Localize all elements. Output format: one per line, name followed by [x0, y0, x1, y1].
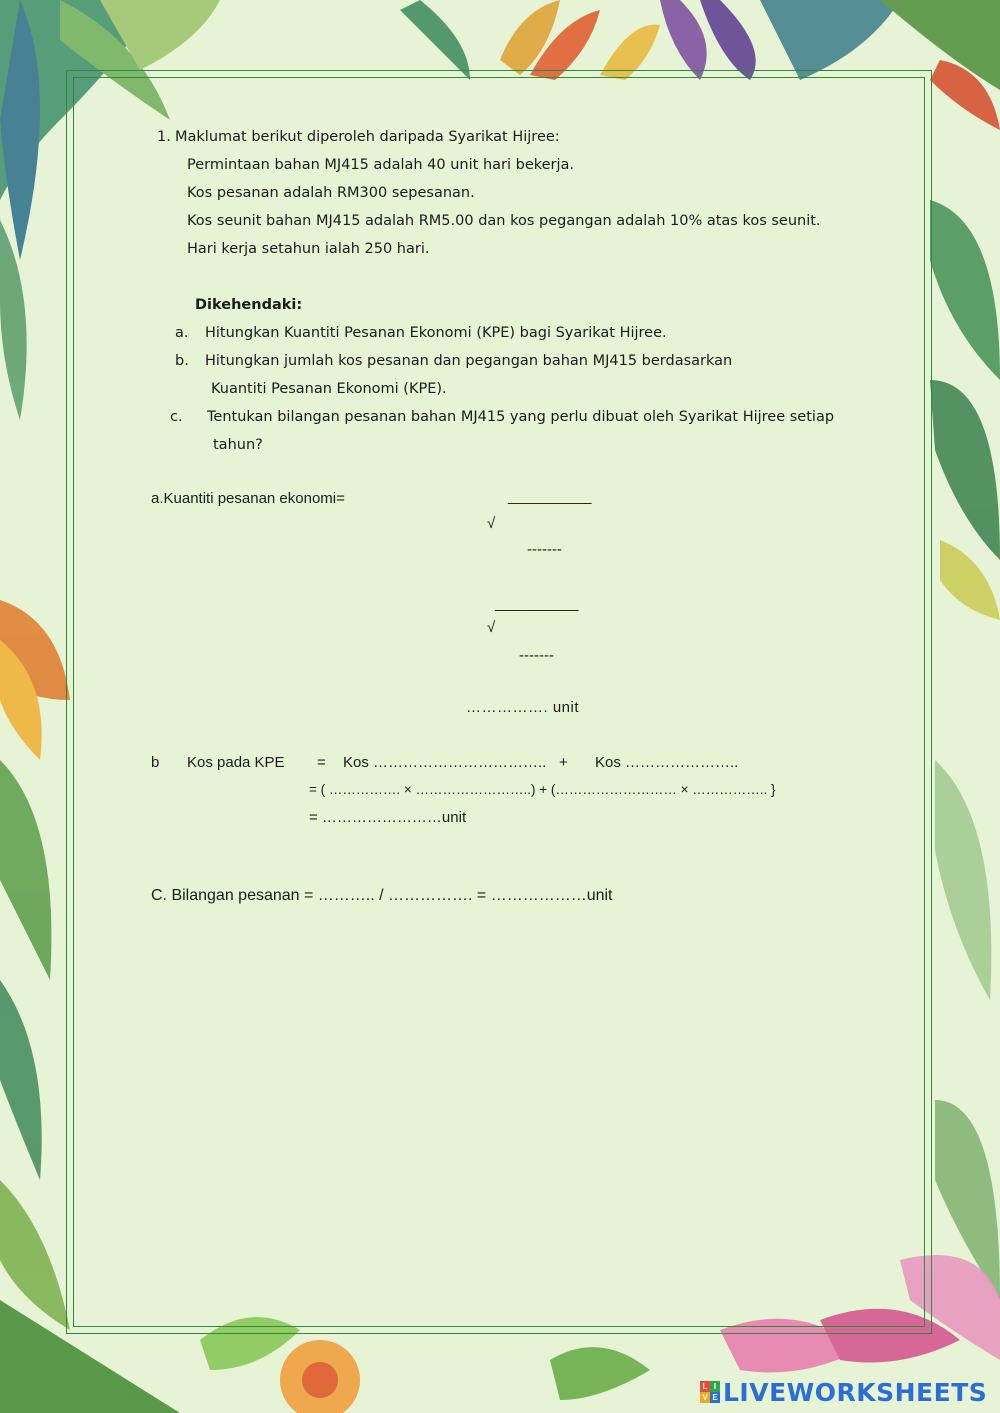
logo-letter: I	[710, 1381, 720, 1392]
answer-c-line[interactable]: C. Bilangan pesanan = ……….. / ……………. = ………………unit	[151, 887, 613, 904]
answer-b-kos-pegangan[interactable]: Kos …………………..	[595, 754, 739, 771]
logo-text: LIVEWORKSHEETS	[723, 1377, 988, 1407]
task-text: Hitungkan Kuantiti Pesanan Ekonomi (KPE) bagi Syarikat Hijree.	[205, 325, 667, 341]
fraction-line: -------	[519, 647, 554, 664]
fact-line: Permintaan bahan MJ415 adalah 40 unit hari bekerja.	[187, 157, 575, 173]
answer-b-kos-pesanan[interactable]: Kos ……………………………..	[343, 754, 547, 771]
task-text: Hitungkan jumlah kos pesanan dan pegangan bahan MJ415 berdasarkan	[205, 353, 733, 369]
logo-letter: V	[700, 1392, 710, 1403]
answer-b-plus: +	[559, 754, 568, 771]
root-bar: __________	[508, 488, 592, 505]
task-text: Kuantiti Pesanan Ekonomi (KPE).	[211, 381, 447, 397]
fact-line: Kos seunit bahan MJ415 adalah RM5.00 dan kos pegangan adalah 10% atas kos seunit.	[187, 213, 821, 229]
logo-letter: E	[710, 1392, 720, 1403]
task-letter: c.	[170, 409, 183, 425]
answer-a-label: a.Kuantiti pesanan ekonomi=	[151, 490, 345, 507]
root-sign: √	[487, 515, 496, 532]
task-text: Tentukan bilangan pesanan bahan MJ415 yang perlu dibuat oleh Syarikat Hijree setiap	[207, 409, 835, 425]
required-heading: Dikehendaki:	[195, 297, 303, 313]
answer-a-result[interactable]: ……………. unit	[466, 699, 580, 716]
answer-b-letter: b	[151, 754, 160, 771]
task-text: tahun?	[213, 437, 263, 453]
answer-b-label: Kos pada KPE	[187, 754, 285, 771]
fact-line: Hari kerja setahun ialah 250 hari.	[187, 241, 430, 257]
task-letter: a.	[175, 325, 189, 341]
fraction-line: -------	[527, 541, 562, 558]
fact-line: Kos pesanan adalah RM300 sepesanan.	[187, 185, 475, 201]
answer-b-equals: =	[317, 754, 326, 771]
liveworksheets-logo	[700, 1377, 987, 1407]
root-bar: __________	[495, 595, 579, 612]
answer-b-result[interactable]: = ……………………unit	[309, 809, 467, 826]
answer-b-working[interactable]: = ( ……………. × ……………………..) + (……………………… × …………….. }	[309, 782, 776, 797]
logo-mark-icon	[700, 1381, 720, 1403]
question-intro: Maklumat berikut diperoleh daripada Syarikat Hijree:	[175, 129, 560, 145]
task-letter: b.	[175, 353, 189, 369]
question-number: 1.	[157, 129, 171, 145]
logo-letter: L	[700, 1381, 710, 1392]
root-sign: √	[487, 619, 496, 636]
